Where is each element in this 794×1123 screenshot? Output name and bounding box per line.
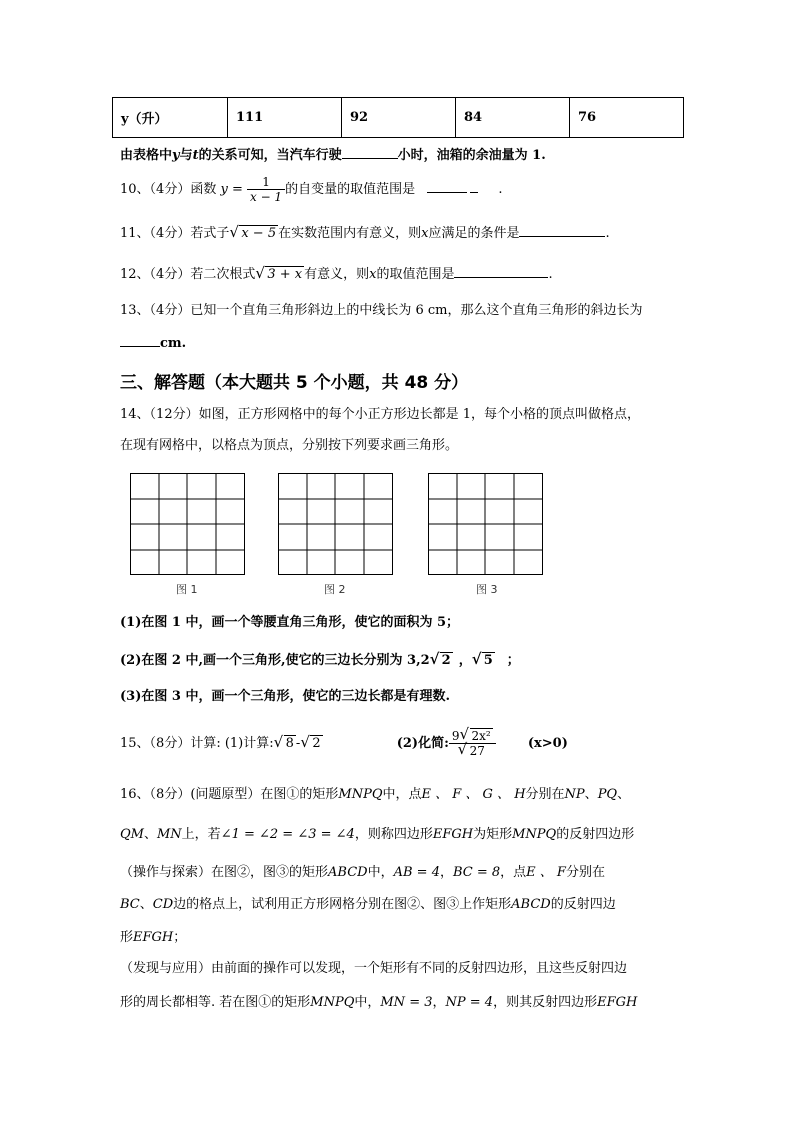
math-var: PQ (597, 787, 618, 802)
table-cell: 111 (228, 98, 342, 138)
math-expression: NP = 4 (445, 995, 494, 1010)
q16-text: 的反射四边 (550, 897, 616, 912)
question-12 (120, 265, 553, 284)
question-10 (120, 174, 503, 206)
sqrt-expression (300, 722, 322, 766)
q10-text: 的自变量的取值范围是 (285, 182, 416, 197)
fraction-coefficient: 9 (451, 729, 460, 743)
q16-text: 上，若 (181, 827, 221, 842)
q15-part2: (2)化简: (396, 736, 449, 751)
answer-blank[interactable] (519, 224, 605, 237)
square-grid (428, 473, 544, 576)
q14-item-2-text: (2)在图 2 中,画一个三角形,使它的三边长分别为 3,2 (120, 653, 430, 668)
q16-text: 的反射四边形 (556, 827, 635, 842)
q16-text: ，则其反射四边形 (493, 995, 598, 1010)
q15-condition: (x>0) (527, 736, 568, 751)
q16-text: 分别在 (525, 787, 565, 802)
q16-line-7 (120, 994, 637, 1012)
q16-text: 形 (120, 930, 134, 945)
q16-text: 边的格点上，试利用正方形网格分别在图②、图③上作矩形 (173, 897, 512, 912)
math-var: QM (120, 827, 144, 842)
q16-line-2 (120, 826, 634, 844)
q16-line-5 (120, 929, 186, 947)
math-var: MNPQ (512, 827, 557, 842)
answer-blank[interactable] (454, 265, 548, 278)
q12-text: 的取值范围是 (376, 267, 455, 282)
math-var: EFGH (133, 930, 174, 945)
q14-item-2-end: ； (506, 653, 520, 668)
q16-text: ； (173, 930, 187, 945)
q10-end: . (498, 182, 503, 197)
sqrt-expression (229, 225, 278, 243)
math-var: E 、 F 、 G 、 H (421, 787, 526, 802)
sqrt-expression (458, 744, 487, 758)
var-t: t (192, 148, 199, 163)
q16-text: 分别在 (565, 865, 605, 880)
question-15 (120, 722, 568, 766)
q16-text: 中， (367, 865, 394, 880)
math-var: MNPQ (310, 995, 355, 1010)
separator: ， (458, 653, 472, 668)
answer-blank[interactable] (427, 180, 467, 193)
separator: ， (439, 865, 453, 880)
grid-figure-2[interactable] (278, 473, 394, 576)
section-heading: 三、解答题（本大题共 5 个小题，共 48 分） (120, 373, 469, 393)
grid-figure-3[interactable] (428, 473, 544, 576)
math-var: EFGH (597, 995, 638, 1010)
q16-line-6: （发现与应用）由前面的操作可以发现，一个矩形有不同的反射四边形，且这些反射四边 (120, 961, 628, 976)
radicand: 2x² (471, 729, 491, 743)
q12-end: . (548, 267, 553, 282)
q11-text: 应满足的条件是 (428, 226, 520, 241)
q16-text: ，则称四边形 (354, 827, 433, 842)
figure-caption: 图 2 (324, 583, 346, 596)
question-11 (120, 224, 610, 243)
minus-sign: - (295, 736, 301, 751)
table-cell: 76 (570, 98, 684, 138)
math-var: E 、 F (526, 865, 566, 880)
q10-prefix: 10、（4分）函数 (120, 182, 217, 197)
square-grid (130, 473, 246, 576)
math-var: MNPQ (338, 787, 383, 802)
q14-item-2 (120, 652, 520, 670)
q13-unit: cm. (160, 336, 187, 351)
var-x: x (421, 226, 429, 241)
table-row-label: y（升） (113, 98, 228, 138)
q10-fraction (247, 175, 285, 204)
math-expression: MN = 3 (380, 995, 433, 1010)
separator: 、 (143, 827, 157, 842)
q11-end: . (605, 226, 610, 241)
answer-blank-tail (470, 180, 478, 193)
question-14-line2: 在现有网格中，以格点为顶点，分别按下列要求画三角形。 (120, 438, 459, 453)
q16-text: 为矩形 (473, 827, 513, 842)
q16-line-4 (120, 896, 616, 914)
radicand: 27 (469, 744, 485, 758)
separator: ， (432, 995, 446, 1010)
question-14-line1: 14、（12分）如图，正方形网格中的每个小正方形边长都是 1，每个小格的顶点叫做格点， (120, 407, 640, 422)
q16-text: 16、（8分）(问题原型）在图①的矩形 (120, 787, 339, 802)
radicand: 2 (441, 653, 451, 668)
fraction-denominator: x − 1 (249, 190, 283, 204)
math-var: MN (156, 827, 182, 842)
q16-text: 中，点 (382, 787, 422, 802)
answer-blank[interactable] (120, 334, 160, 347)
table-row (113, 98, 684, 138)
math-var: ABCD (328, 865, 368, 880)
sqrt-expression (255, 266, 304, 284)
q11-text: 在实数范围内有意义，则 (278, 226, 422, 241)
radicand: 2 (312, 736, 321, 751)
math-var: NP (564, 787, 585, 802)
square-grid (278, 473, 394, 576)
math-expression: AB = 4 (393, 865, 440, 880)
q10-func-lhs: y = (220, 182, 243, 197)
q16-text: 形的周长都相等. 若在图①的矩形 (120, 995, 311, 1010)
q9-text: 与 (179, 148, 193, 163)
q15-fraction (449, 729, 496, 758)
q14-item-3: (3)在图 3 中，画一个三角形，使它的三边长都是有理数. (120, 689, 450, 704)
q16-text: 中， (354, 995, 381, 1010)
math-var: BC (120, 897, 140, 912)
q16-line-3 (120, 864, 605, 882)
math-var: ABCD (511, 897, 551, 912)
q9-tail (120, 146, 546, 165)
math-expression: ∠1 = ∠2 = ∠3 = ∠4 (220, 827, 355, 842)
math-var: EFGH (432, 827, 474, 842)
answer-blank[interactable] (342, 146, 398, 159)
radicand: 3 + x (267, 267, 303, 282)
math-expression: BC = 8 (452, 865, 501, 880)
q15-prefix: 15、（8分）计算: (1)计算: (120, 736, 274, 751)
table-cell: 92 (342, 98, 456, 138)
q12-prefix: 12、（4分）若二次根式 (120, 267, 256, 282)
separator: 、 (139, 897, 153, 912)
math-var: CD (152, 897, 174, 912)
q14-item-1: (1)在图 1 中，画一个等腰直角三角形，使它的面积为 5； (120, 615, 460, 630)
fuel-table (112, 97, 684, 138)
figure-caption: 图 3 (476, 583, 498, 596)
sqrt-expression (430, 652, 453, 670)
q9-text: 小时，油箱的余油量为 1. (397, 148, 546, 163)
q9-text: 由表格中 (120, 148, 173, 163)
separator: 、 (584, 787, 598, 802)
q9-text: 的关系可知，当汽车行驶 (198, 148, 342, 163)
sqrt-expression (274, 722, 296, 766)
radicand: x − 5 (241, 226, 277, 241)
q16-text: （操作与探索）在图②，图③的矩形 (120, 865, 329, 880)
fraction-numerator: 1 (247, 175, 285, 190)
var-x: x (369, 267, 377, 282)
question-13 (120, 302, 642, 320)
q11-prefix: 11、（4分）若式子 (120, 226, 230, 241)
radicand: 8 (285, 736, 294, 751)
grid-figure-1[interactable] (130, 473, 246, 576)
var-y: y (172, 148, 180, 163)
q16-text: ，点 (500, 865, 527, 880)
q13-text: 13、（4分）已知一个直角三角形斜边上的中线长为 6 cm，那么这个直角三角形的斜边长为 (120, 303, 643, 318)
q12-text: 有意义，则 (304, 267, 370, 282)
figure-caption: 图 1 (176, 583, 198, 596)
question-13-line2 (120, 334, 186, 353)
separator: 、 (617, 787, 631, 802)
sqrt-expression (472, 652, 495, 670)
q16-line-1 (120, 786, 630, 804)
table-cell: 84 (456, 98, 570, 138)
radicand: 5 (483, 653, 493, 668)
